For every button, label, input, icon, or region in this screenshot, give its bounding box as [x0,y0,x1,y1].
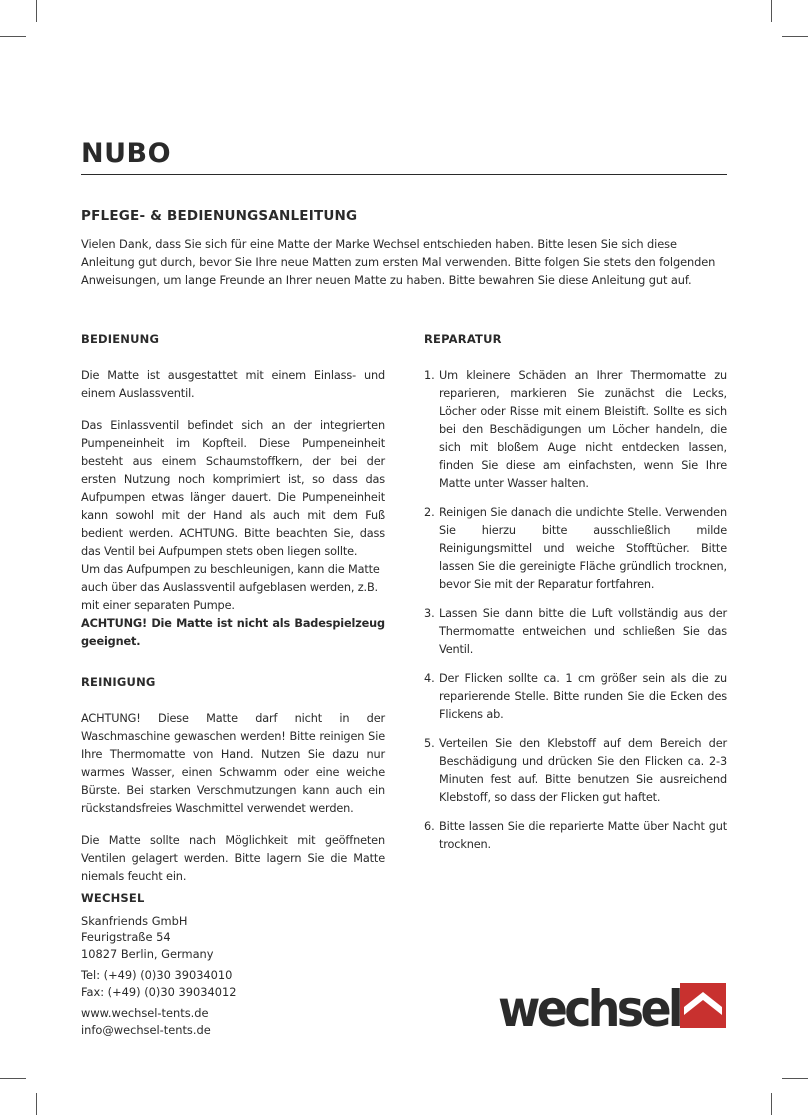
city: 10827 Berlin, Germany [81,946,214,961]
crop-mark [0,1078,26,1079]
telephone: Tel: (+49) (0)30 39034010 [81,968,233,982]
step-number: 2. [424,506,435,519]
crop-mark [36,1093,37,1115]
wechsel-logo [498,980,728,1030]
step-number: 5. [424,737,435,750]
step-text: Verteilen Sie den Klebstoff auf dem Bereich der Beschädigung und drücken Sie den Flicken ca. 2-3 Minuten fest auf. Bitte benutzen Sie ausreichend Klebstoff, so dass der Flicken gut haftet. [439,737,727,804]
reinigung-paragraph-1: ACHTUNG! Diese Matte darf nicht in der Waschmaschine gewaschen werden! Bitte reinigen Sie Ihre Thermomatte von Hand. Nutzen Sie dazu nur warmes Wasser, einen Schwamm oder eine weiche Bürste. Bei starken Verschmutzungen kann auch ein rückstandsfreies Waschmittel verwendet werden. [81,712,385,815]
footer-heading: WECHSEL [81,891,145,905]
company-address [81,890,381,1043]
crop-mark [782,36,808,37]
bedienung-paragraph-2: Das Einlassventil befindet sich an der integrierten Pumpeneinheit im Kopfteil. Diese Pumpeneinheit besteht aus einem Schaumstoffkern, der bei der ersten Nutzung noch komprimiert ist, so dass das Aufpumpen etwas länger dauert. Die Pumpeneinheit kann sowohl mit der Hand als auch mit dem Fuß bedient werden. ACHTUNG. Bitte beachten Sie, dass das Ventil bei Aufpumpen stets oben liegen sollte. [81,419,385,558]
website-link[interactable]: www.wechsel-tents.de [81,1006,209,1020]
list-item [424,670,727,724]
intro-paragraph: Vielen Dank, dass Sie sich für eine Matte der Marke Wechsel entschieden haben. Bitte lesen Sie sich diese Anleitung gut durch, bevor Sie Ihre neue Matten zum ersten Mal verwenden. Bitte folgen Sie stets den folgenden Anweisungen, um lange Freunde an Ihrer neuen Matte zu haben. Bitte bewahren Sie diese Anleitung gut auf. [81,237,716,287]
email-link[interactable]: info@wechsel-tents.de [81,1022,211,1037]
step-text: Bitte lassen Sie die reparierte Matte über Nacht gut trocknen. [439,820,727,851]
step-text: Reinigen Sie danach die undichte Stelle. Verwenden Sie hierzu bitte ausschließlich milde Reinigungsmittel und weiche Stofftücher. Bitte lassen Sie die gereinigte Fläche gründlich trocknen, bevor Sie mit der Reparatur fortfahren. [439,506,727,591]
list-item [424,504,727,594]
reparatur-steps [424,367,727,854]
document-subtitle: PFLEGE- & BEDIENUNGSANLEITUNG [81,208,358,224]
step-number: 6. [424,820,435,833]
web-block [81,1005,381,1038]
list-item [424,818,727,854]
logo-tent-mark [680,983,726,1028]
left-column [81,330,385,900]
phone-block [81,967,381,1000]
logo-wordmark: wechsel [498,980,680,1030]
reinigung-paragraph-2: Die Matte sollte nach Möglichkeit mit geöffneten Ventilen gelagert werden. Bitte lagern Sie die Matte niemals feucht ein. [81,834,385,883]
step-number: 1. [424,369,435,382]
list-item [424,367,727,493]
street: Feurigstraße 54 [81,930,171,944]
title-divider [81,174,727,175]
step-text: Um kleinere Schäden an Ihrer Thermomatte zu reparieren, markieren Sie zunächst die Lecks, Löcher oder Risse mit einem Bleistift. Sollte es sich bei den Beschädigungen um Löcher handeln, die sich mit bloßem Auge nicht entdecken lassen, finden Sie diese am einfachsten, wenn Sie Ihre Matte unter Wasser halten. [439,369,727,490]
reparatur-heading: REPARATUR [424,332,502,346]
bedienung-warning: ACHTUNG! Die Matte ist nicht als Badespielzeug geeignet. [81,617,385,648]
right-column [424,330,727,865]
company-name: Skanfriends GmbH [81,913,188,928]
page-title: NUBO [81,138,172,169]
bedienung-paragraph-3: Um das Aufpumpen zu beschleunigen, kann die Matte auch über das Auslassventil aufgeblasen werden, z.B. mit einer separaten Pumpe. [81,563,380,612]
step-number: 4. [424,672,435,685]
address-block [81,913,381,963]
list-item [424,605,727,659]
crop-mark [0,36,26,37]
step-text: Der Flicken sollte ca. 1 cm größer sein als die zu reparierende Stelle. Bitte runden Sie die Ecken des Flickens ab. [439,672,727,721]
crop-mark [36,0,37,22]
step-number: 3. [424,607,435,620]
bedienung-heading: BEDIENUNG [81,332,160,346]
crop-mark [771,0,772,22]
crop-mark [771,1093,772,1115]
step-text: Lassen Sie dann bitte die Luft vollständig aus der Thermomatte entweichen und schließen Sie das Ventil. [439,607,727,656]
fax: Fax: (+49) (0)30 39034012 [81,984,237,999]
bedienung-paragraph-1: Die Matte ist ausgestattet mit einem Einlass- und einem Auslassventil. [81,369,385,400]
crop-mark [782,1078,808,1079]
list-item [424,735,727,807]
reinigung-heading: REINIGUNG [81,675,156,689]
